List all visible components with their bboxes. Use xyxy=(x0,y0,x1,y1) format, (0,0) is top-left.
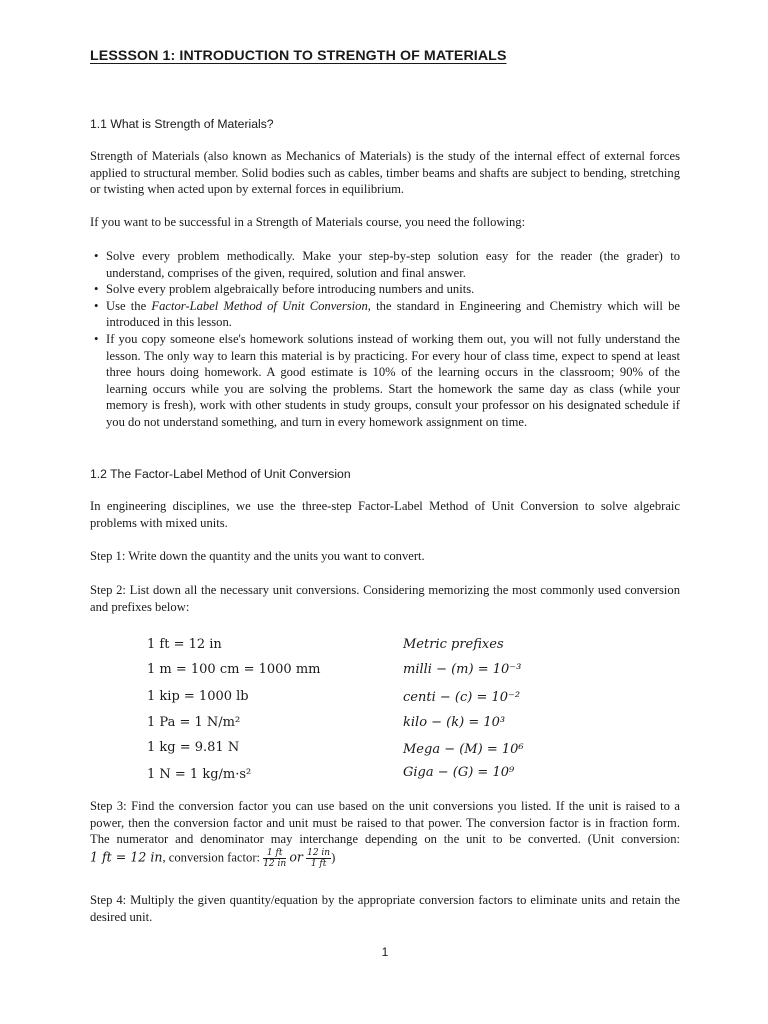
list-item: • If you copy someone else's homework solutions instead of working them out, you will not fully understand the lesson. The only way to learn this material is by practicing. For every hour of class time, expect to spend at least three hours doing homework. A good estimate is 10% of the learning occurs in the classroom; 90% of the learning occurs while you are solving the problems. Start the homework the same day as class (while your memory is fresh), work with other students in study groups, consult your professor on his designated schedule if you do not understand something, and turn in every homework assignment on time. xyxy=(90,331,680,431)
method-intro-paragraph: In engineering disciplines, we use the three-step Factor-Label Method of Unit Conversion to solve algebraic problems with mixed units. xyxy=(90,499,680,530)
list-item: • Use the Factor-Label Method of Unit Conversion, the standard in Engineering and Chemistry which will be introduced in this lesson. xyxy=(90,298,680,331)
emphasis-text: Factor-Label Method of Unit Conversion xyxy=(151,298,368,313)
conversion-factor-fraction: $\frac{1 ft}{12 in}$ xyxy=(263,847,287,869)
conversion-row: 1 kg = 9.81 N xyxy=(147,740,240,755)
step3-conversion: 1 ft = 12 in xyxy=(90,849,163,865)
intro-paragraph: Strength of Materials (also known as Mechanics of Materials) is the study of the internal effect of external forces applied to structural member. Solid bodies such as cables, timber beams and shafts are subject to bending, stretching or twisting when acted upon by external forces in equilibrium. xyxy=(90,149,680,197)
step-4: Step 4: Multiply the given quantity/equation by the appropriate conversion factors to eliminate units and retain the desired unit. xyxy=(90,893,680,924)
conversion-row: 1 m = 100 cm = 1000 mm xyxy=(147,662,321,677)
conversion-row: 1 ft = 12 in xyxy=(147,637,222,652)
conversion-row: 1 N = 1 kg/m·s² xyxy=(147,767,252,782)
document-page xyxy=(90,0,680,1024)
section-heading-1-2: 1.2 The Factor-Label Method of Unit Conversion xyxy=(90,467,351,481)
page-title: LESSSON 1: INTRODUCTION TO STRENGTH OF MATERIALS xyxy=(90,48,507,64)
prefix-row: centi − (c) = 10⁻² xyxy=(403,690,521,705)
page-number: 1 xyxy=(381,945,389,959)
prefixes-title: Metric prefixes xyxy=(403,637,504,652)
prefix-row: Giga − (G) = 10⁹ xyxy=(403,765,515,780)
step-2: Step 2: List down all the necessary unit conversions. Considering memorizing the most commonly used conversion and prefixes below: xyxy=(90,583,680,614)
requirements-paragraph: If you want to be successful in a Strength of Materials course, you need the following: xyxy=(90,215,526,229)
step-1: Step 1: Write down the quantity and the units you want to convert. xyxy=(90,549,425,563)
prefix-row: kilo − (k) = 10³ xyxy=(403,715,506,730)
section-heading-1-1: 1.1 What is Strength of Materials? xyxy=(90,117,274,131)
unit-conversions-list xyxy=(147,636,407,786)
prefix-row: Mega − (M) = 10⁶ xyxy=(403,742,524,757)
list-item: • Solve every problem methodically. Make your step-by-step solution easy for the reader (the grader) to understand, comprises of the given, required, solution and final answer. xyxy=(90,248,680,281)
conversion-row: 1 Pa = 1 N/m² xyxy=(147,715,241,730)
conversion-factor-fraction: $\frac{12 in}{1 ft}$ xyxy=(307,847,331,869)
list-item: • Solve every problem algebraically before introducing numbers and units. xyxy=(90,281,680,298)
conversion-row: 1 kip = 1000 lb xyxy=(147,689,249,704)
metric-prefixes-list xyxy=(403,636,663,786)
prefix-row: milli − (m) = 10⁻³ xyxy=(403,662,522,677)
step-3: Step 3: Find the conversion factor you can use based on the unit conversions you listed. If the unit is raised to a power, then the conversion factor and unit must be raised to that power. The conversion factor is in fraction form. The numerator and denominator may interchange depending on the unit to be converted. (Unit conversion: 1 ft = 12 in, conversion factor: $\frac{1 ft}{12 in}$ or $\frac{12 in}{1 ft}$ ) xyxy=(90,799,680,869)
requirements-list xyxy=(90,248,680,431)
